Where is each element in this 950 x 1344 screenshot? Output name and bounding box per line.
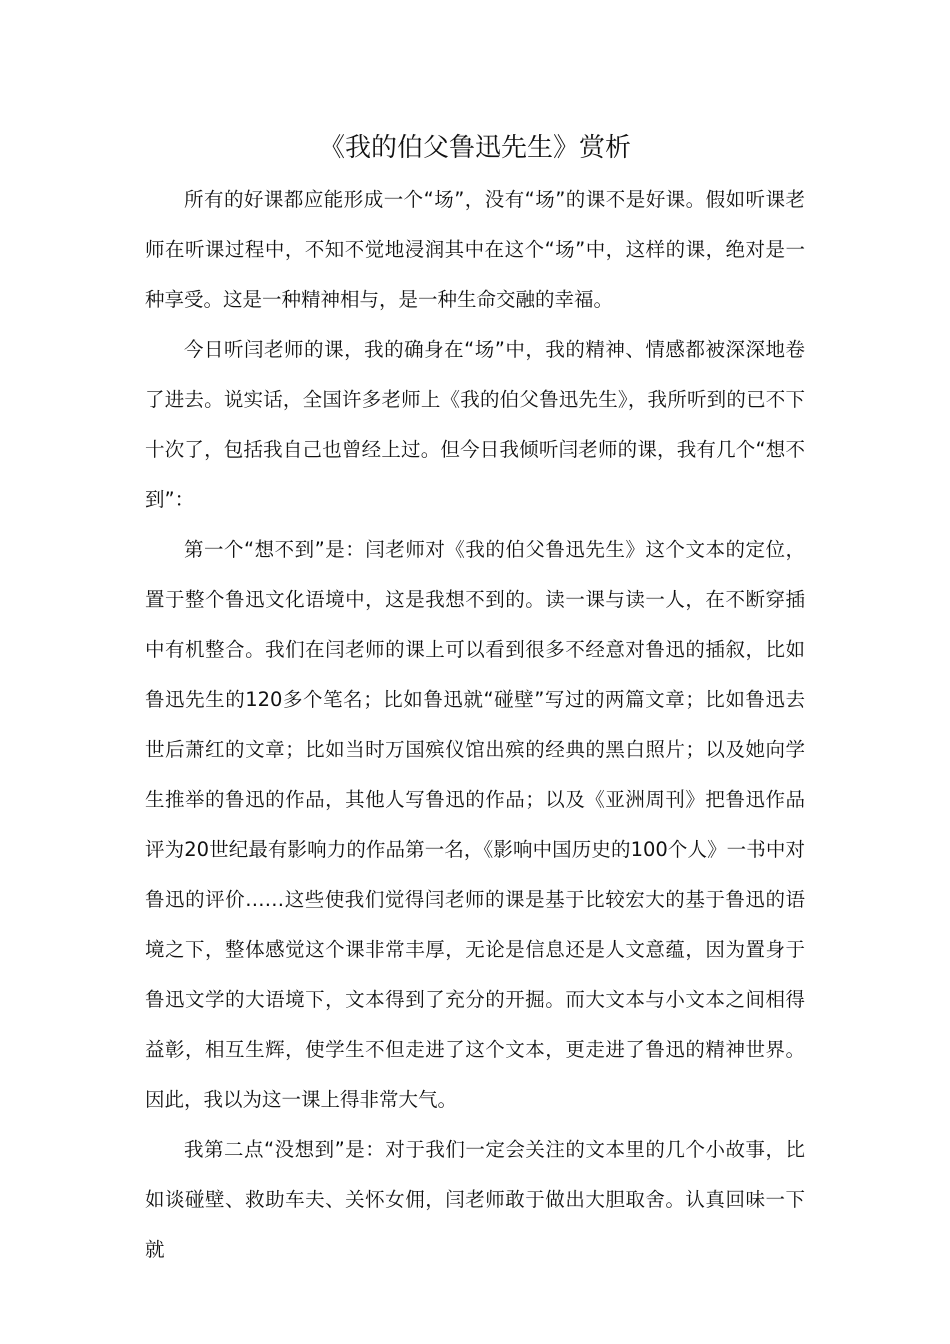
paragraph-2: 今日听闫老师的课，我的确身在“场”中，我的精神、情感都被深深地卷了进去。说实话，全国许多老师上《我的伯父鲁迅先生》，我所听到的已不下十次了，包括我自己也曾经上过。但今日我倾听闫老师的课，我有几个“想不到”： [145,338,805,511]
document-title: 《我的伯父鲁迅先生》赏析 [318,133,631,163]
paragraph-3: 第一个“想不到”是：闫老师对《我的伯父鲁迅先生》这个文本的定位，置于整个鲁迅文化语境中，这是我想不到的。读一课与读一人，在不断穿插中有机整合。我们在闫老师的课上可以看到很多不经意对鲁迅的插叙，比如鲁迅先生的120多个笔名；比如鲁迅就“碰壁”写过的两篇文章；比如鲁迅去世后萧红的文章；比如当时万国殡仪馆出殡的经典的黑白照片；以及她向学生推举的鲁迅的作品，其他人写鲁迅的作品；以及《亚洲周刊》把鲁迅作品评为20世纪最有影响力的作品第一名，《影响中国历史的100个人》一书中对鲁迅的评价……这些使我们觉得闫老师的课是基于比较宏大的基于鲁迅的语境之下，整体感觉这个课非常丰厚，无论是信息还是人文意蕴，因为置身于鲁迅文学的大语境下，文本得到了充分的开掘。而大文本与小文本之间相得益彰，相互生辉，使学生不但走进了这个文本，更走进了鲁迅的精神世界。因此，我以为这一课上得非常大气。 [145,538,805,1111]
paragraph-1: 所有的好课都应能形成一个“场”，没有“场”的课不是好课。假如听课老师在听课过程中，不知不觉地浸润其中在这个“场”中，这样的课，绝对是一种享受。这是一种精神相与，是一种生命交融的幸福。 [145,188,805,311]
document-body [145,175,805,1275]
paragraph-4: 我第二点“没想到”是：对于我们一定会关注的文本里的几个小故事，比如谈碰壁、救助车夫、关怀女佣，闫老师敢于做出大胆取舍。认真回味一下就 [145,1138,805,1261]
